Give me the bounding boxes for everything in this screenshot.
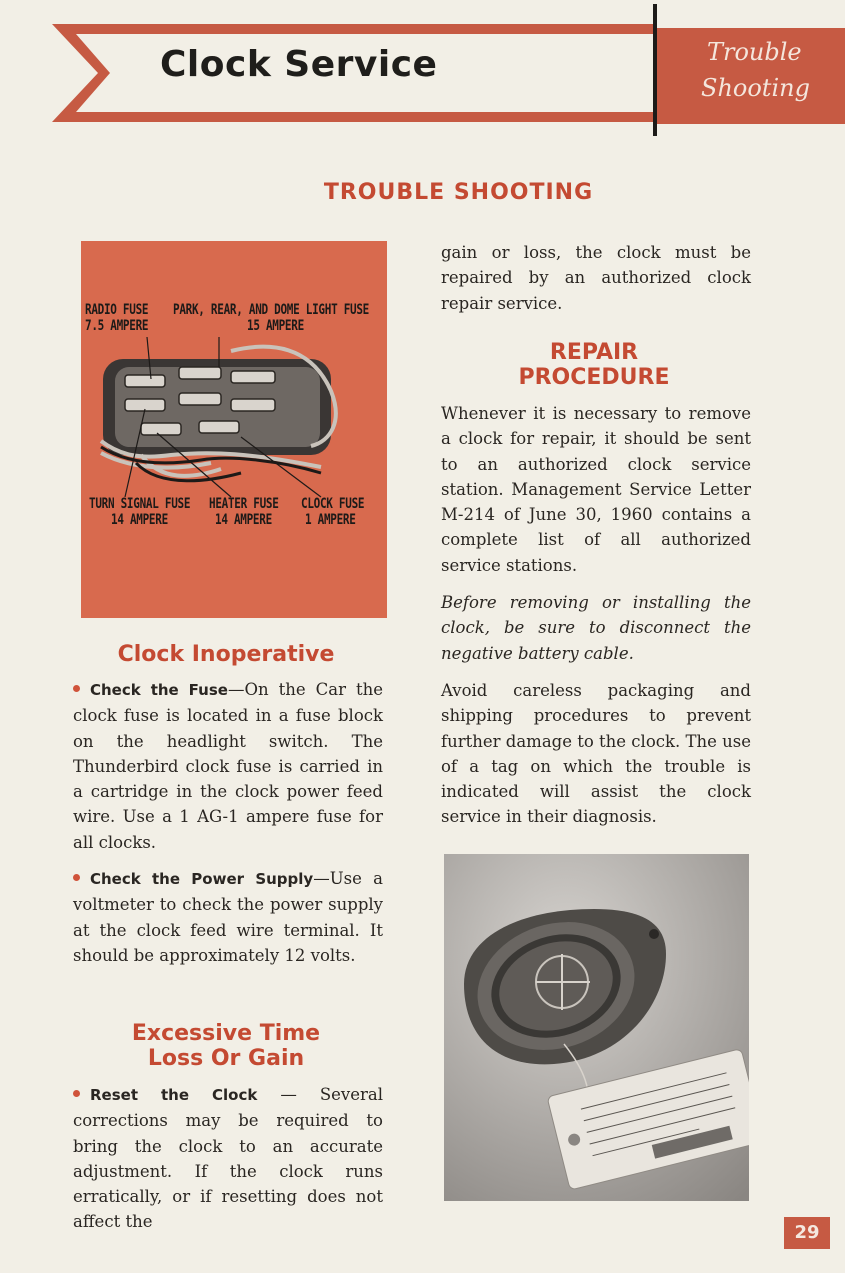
excessive-time-heading-line2: Loss Or Gain	[147, 1046, 305, 1071]
page-title: Clock Service	[160, 44, 438, 85]
page-number: 29	[784, 1217, 830, 1249]
check-power-paragraph	[73, 866, 383, 968]
turn-signal-fuse-label: TURN SIGNAL FUSE	[89, 495, 191, 512]
clock-fuse-ampere-label: 1 AMPERE	[305, 511, 356, 528]
radio-fuse-label: RADIO FUSE	[85, 301, 149, 318]
section-heading: TROUBLE SHOOTING	[323, 180, 594, 205]
repair-paragraph-2: Before removing or installing the clock, be sure to disconnect the negative battery cable.	[441, 593, 751, 663]
reset-clock-text: — Several corrections may be required to bring the clock to an accurate adjustment. If the clock runs erratically, or if resetting does not affect the	[73, 1085, 383, 1232]
repair-procedure-heading-line2: PROCEDURE	[518, 365, 670, 390]
section-tab-line1: Trouble	[707, 38, 802, 66]
bullet-icon	[73, 874, 80, 881]
park-rear-dome-fuse-label: PARK, REAR, AND DOME LIGHT FUSE	[173, 301, 369, 318]
reset-clock-paragraph	[73, 1082, 383, 1235]
section-tab	[657, 28, 845, 124]
check-power-lead: Check the Power Supply	[90, 870, 314, 889]
excessive-time-heading-line1: Excessive Time	[131, 1021, 321, 1046]
clock-inoperative-heading: Clock Inoperative	[117, 642, 335, 667]
reset-clock-lead: Reset the Clock	[90, 1086, 258, 1104]
check-fuse-lead: Check the Fuse	[90, 681, 228, 699]
repair-paragraph-1: Whenever it is necessary to remove a clock for repair, it should be sent to an authorized clock service station. Management Service Letter M-214 of June 30, 1960 contains a complete list of all authorized service stations.	[441, 404, 751, 575]
excessive-time-continued	[441, 240, 751, 316]
repair-paragraph-3: Avoid careless packaging and shipping procedures to prevent further damage to the clock. The use of a tag on which the trouble is indicated will assist the clock service in their diagnosis.	[441, 680, 751, 827]
repair-procedure-heading-line1: REPAIR	[549, 340, 639, 365]
excessive-time-heading	[73, 1021, 379, 1071]
radio-fuse-ampere-label: 7.5 AMPERE	[85, 317, 149, 334]
section-tab-line2: Shooting	[701, 74, 810, 102]
bullet-icon	[73, 1090, 80, 1097]
park-rear-dome-ampere-label: 15 AMPERE	[247, 317, 304, 334]
turn-signal-ampere-label: 14 AMPERE	[111, 511, 168, 528]
fuse-block-illustration	[81, 241, 387, 618]
clock-photo	[444, 854, 749, 1201]
fuse-block-diagram	[81, 241, 387, 618]
clock-fuse-label: CLOCK FUSE	[301, 495, 365, 512]
check-power-text: —Use a voltmeter to check the power supply at the clock feed wire terminal. It should be approximately 12 volts.	[73, 869, 383, 965]
heater-fuse-ampere-label: 14 AMPERE	[215, 511, 272, 528]
bullet-icon	[73, 685, 80, 692]
heater-fuse-label: HEATER FUSE	[209, 495, 279, 512]
repair-procedure-heading	[441, 340, 747, 390]
continued-paragraph: gain or loss, the clock must be repaired by an authorized clock repair service.	[441, 243, 751, 313]
repair-procedure-body	[441, 401, 751, 830]
clock-inoperative-body	[73, 677, 383, 968]
check-fuse-paragraph	[73, 677, 383, 855]
check-fuse-text: —On the Car the clock fuse is located in a fuse block on the headlight switch. The Thunderbird clock fuse is carried in a cartridge in the clock power feed wire. Use a 1 AG-1 ampere fuse for all clocks.	[73, 680, 383, 852]
excessive-time-body	[73, 1082, 383, 1235]
clock-with-tag-illustration	[444, 854, 749, 1201]
